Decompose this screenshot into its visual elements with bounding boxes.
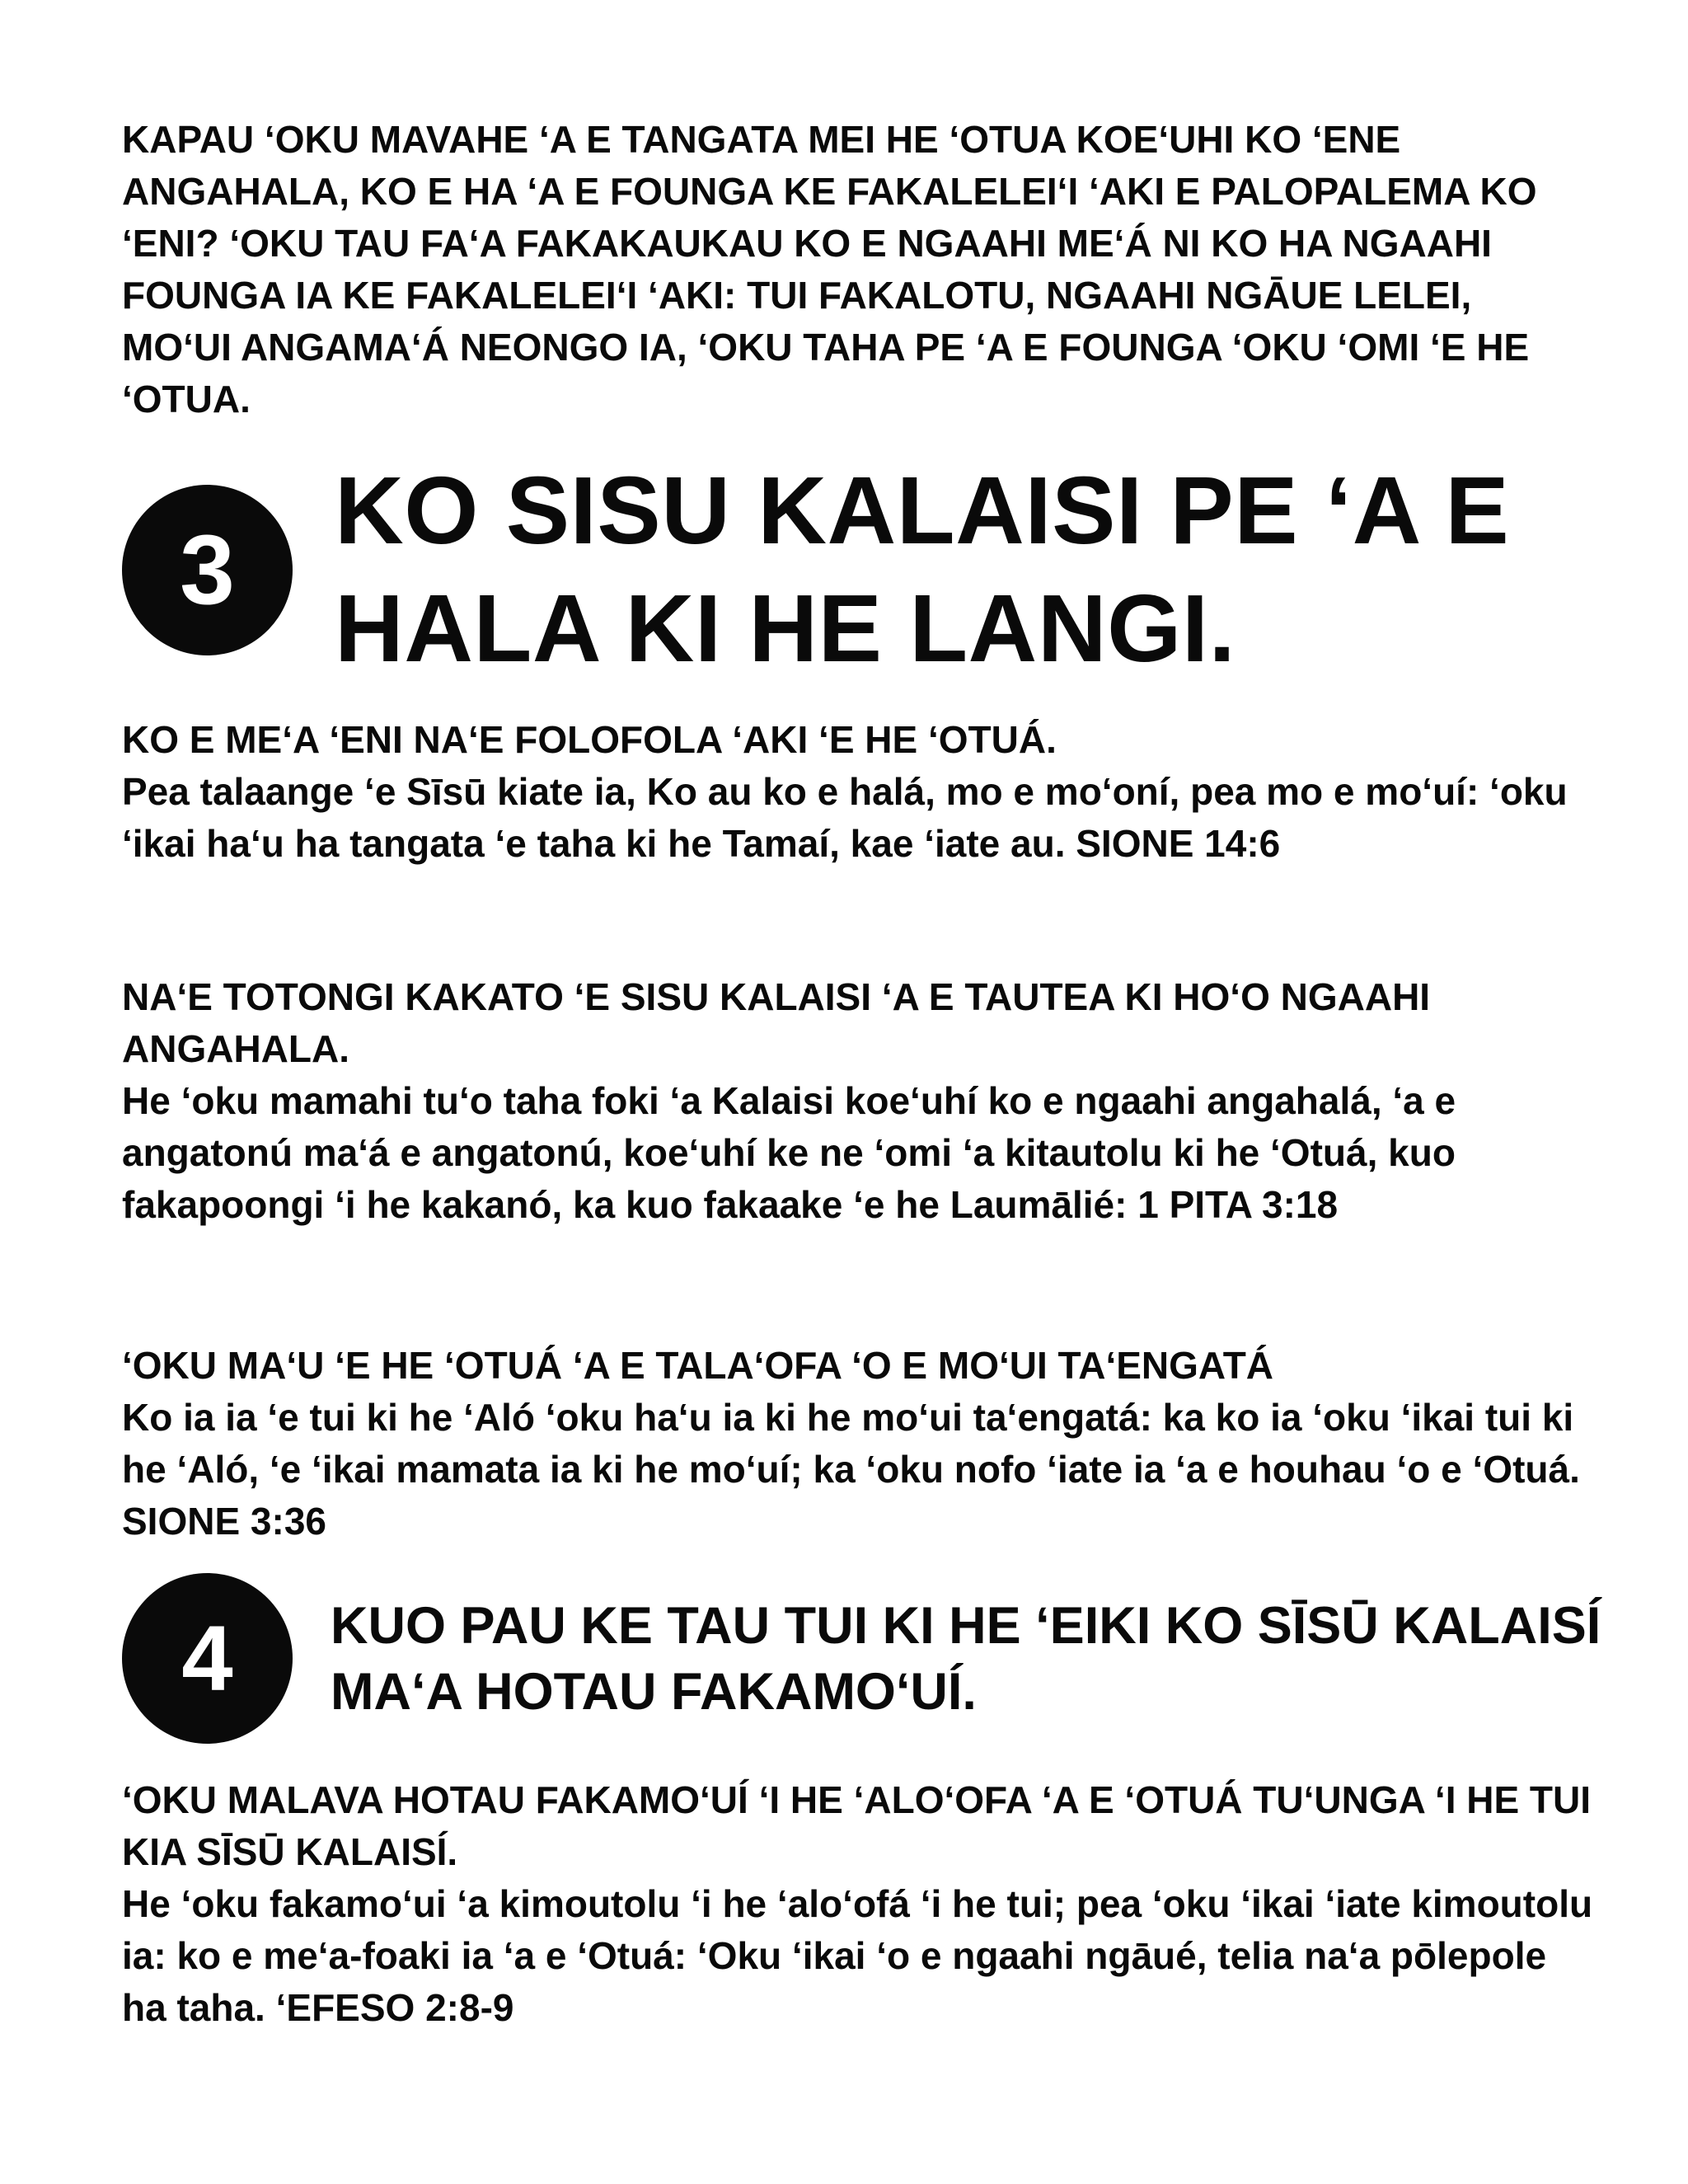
scripture-block-4-verse: He ‘oku fakamo‘ui ‘a kimoutolu ‘i he ‘alo‘ofá ‘i he tui; pea ‘oku ‘ikai ‘iate kimoutolu ia: ko e me‘a-foaki ia ‘a e ‘Otuá: ‘Oku ‘ikai ‘o e ngaahi ngāué, telia na‘a pōlepole ha taha. ‘EFESO 2:8-9 xyxy=(122,1882,1593,2029)
scripture-block-1-heading: KO E ME‘A ‘ENI NA‘E FOLOFOLA ‘AKI ‘E HE ‘OTUÁ. xyxy=(122,718,1057,761)
section-4-title: KUO PAU KE TAU TUI KI HE ‘EIKI KO SĪSŪ KALAISÍ MA‘A HOTAU FAKAMO‘UÍ. xyxy=(331,1596,1601,1721)
scripture-block-3-verse: Ko ia ia ‘e tui ki he ‘Aló ‘oku ha‘u ia ki he mo‘ui ta‘engatá: ka ko ia ‘oku ‘ikai tui ki he ‘Aló, ‘e ‘ikai mamata ia ki he mo‘uí; ka ‘oku nofo ‘iate ia ‘a e houhau ‘o e ‘Otuá. SIONE 3:36 xyxy=(122,1396,1580,1543)
scripture-block-3-heading: ‘OKU MA‘U ‘E HE ‘OTUÁ ‘A E TALA‘OFA ‘O E MO‘UI TA‘ENGATÁ xyxy=(122,1344,1274,1387)
section-3-header xyxy=(122,452,1620,688)
scripture-block-2-verse: He ‘oku mamahi tu‘o taha foki ‘a Kalaisi koe‘uhí ko e ngaahi angahalá, ‘a e angatonú ma‘á e angatonú, koe‘uhí ke ne ‘omi ‘a kitautolu ki he ‘Otuá, kuo fakapoongi ‘i he kakanó, ka kuo fakaake ‘e he Laumālié: 1 PITA 3:18 xyxy=(122,1079,1456,1226)
scripture-block-1-verse: Pea talaange ‘e Sīsū kiate ia, Ko au ko e halá, mo e mo‘oní, pea mo e mo‘uí: ‘oku ‘ikai ha‘u ha tangata ‘e taha ki he Tamaí, kae ‘iate au. SIONE 14:6 xyxy=(122,770,1568,865)
scripture-block-2-heading: NA‘E TOTONGI KAKATO ‘E SISU KALAISI ‘A E TAUTEA KI HO‘O NGAAHI ANGAHALA. xyxy=(122,975,1431,1070)
intro-paragraph: KAPAU ‘OKU MAVAHE ‘A E TANGATA MEI HE ‘OTUA KOE‘UHI KO ‘ENE ANGAHALA, KO E HA ‘A E FOUNGA KE FAKALELEI‘I ‘AKI E PALOPALEMA KO ‘ENI? ‘OKU TAU FA‘A FAKAKAUKAU KO E NGAAHI ME‘Á NI KO HA NGAAHI FOUNGA IA KE FAKALELEI‘I ‘AKI: TUI FAKALOTU, NGAAHI NGĀUE LELEI, MO‘UI ANGAMA‘Á NEONGO IA, ‘OKU TAHA PE ‘A E FOUNGA ‘OKU ‘OMI ‘E HE ‘OTUA. xyxy=(122,118,1537,420)
section-3-number-badge: 3 xyxy=(122,485,293,655)
scripture-block-1 xyxy=(122,714,1597,870)
section-3-title: KO SISU KALAISI PE ‘A E HALA KI HE LANGI. xyxy=(335,457,1510,682)
section-4-header xyxy=(122,1573,1616,1744)
scripture-block-4-heading: ‘OKU MALAVA HOTAU FAKAMO‘UÍ ‘I HE ‘ALO‘OFA ‘A E ‘OTUÁ TU‘UNGA ‘I HE TUI KIA SĪSŪ KALAISÍ. xyxy=(122,1778,1592,1873)
section-4-number-badge: 4 xyxy=(122,1573,293,1744)
scripture-block-2 xyxy=(122,971,1597,1231)
scripture-block-3 xyxy=(122,1340,1597,1548)
scripture-block-4 xyxy=(122,1774,1597,2034)
